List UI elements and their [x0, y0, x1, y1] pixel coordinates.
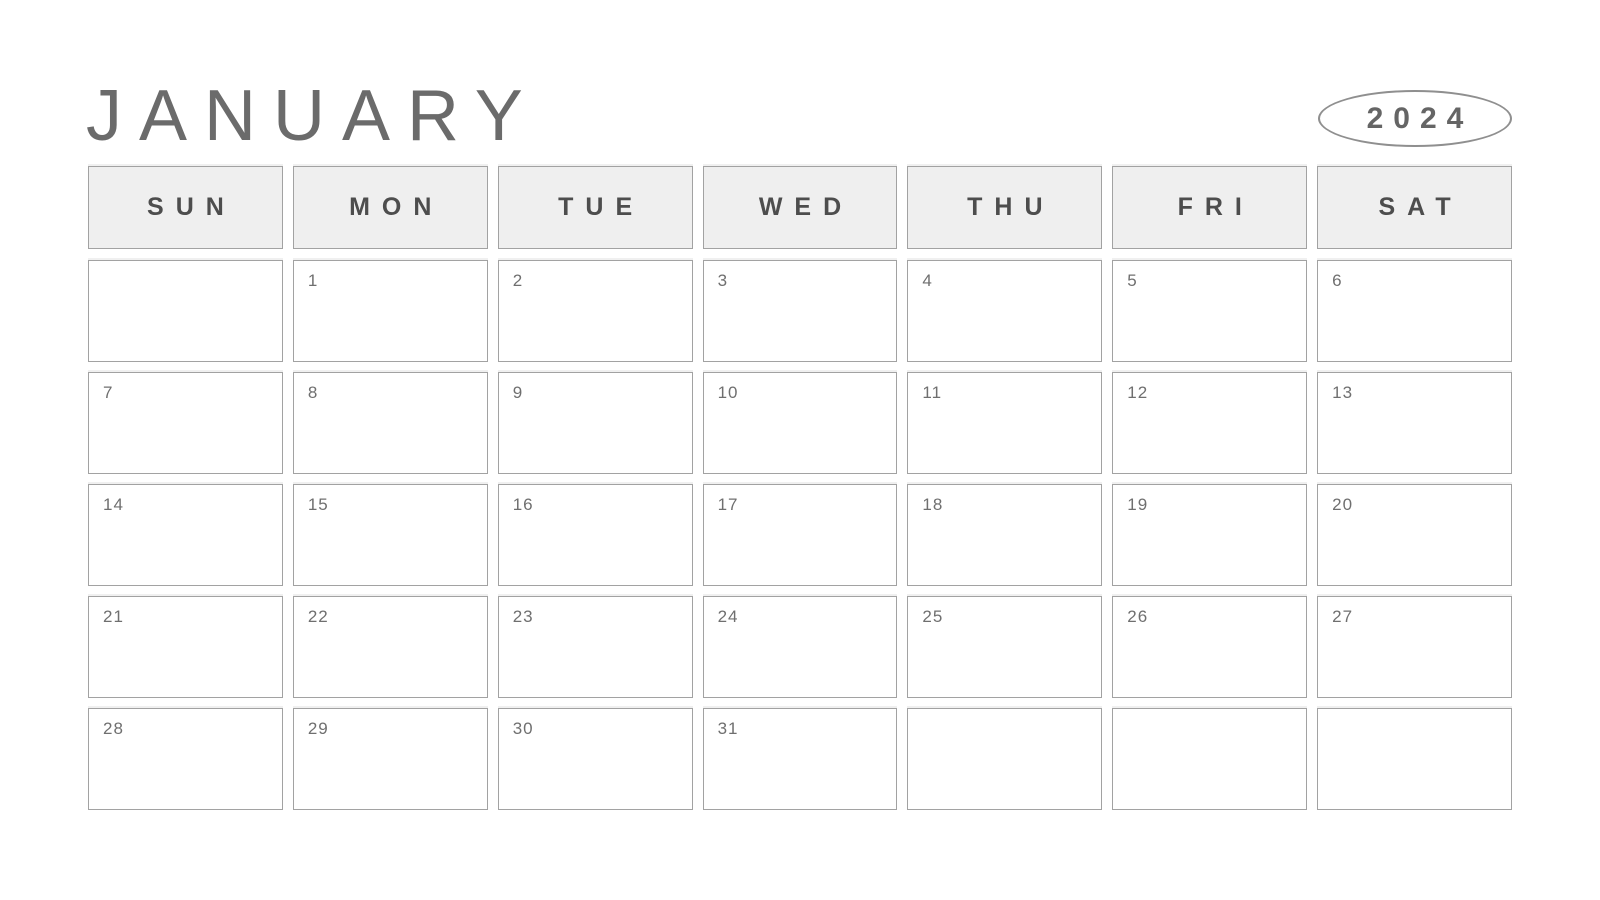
- day-number: 28: [103, 719, 124, 738]
- day-number: 21: [103, 607, 124, 626]
- day-cell: [1112, 484, 1307, 586]
- day-cell: [498, 596, 693, 698]
- month-title: JANUARY: [86, 76, 540, 156]
- day-cell: [88, 484, 283, 586]
- day-number: 13: [1332, 383, 1354, 402]
- day-cell: [907, 596, 1102, 698]
- day-cell: [498, 372, 693, 474]
- day-number: 26: [1127, 607, 1149, 626]
- day-cell: [907, 708, 1102, 810]
- day-number: 24: [717, 607, 739, 626]
- weekday-header-fri: FRI: [1112, 166, 1307, 249]
- day-number: 27: [1332, 607, 1354, 626]
- day-cell: [703, 260, 898, 362]
- day-cell: [498, 708, 693, 810]
- day-cell: [1112, 260, 1307, 362]
- day-cell: [1317, 596, 1512, 698]
- day-number: 31: [717, 719, 739, 738]
- weekday-header-sun: SUN: [88, 166, 283, 249]
- day-number: 22: [307, 607, 329, 626]
- day-number: 16: [512, 495, 534, 514]
- day-cell: [703, 708, 898, 810]
- weekday-header-row: [88, 166, 1512, 249]
- day-number: 25: [922, 607, 944, 626]
- day-cell: [293, 372, 488, 474]
- day-number: 23: [512, 607, 534, 626]
- day-cell: [1112, 596, 1307, 698]
- day-cell: [293, 596, 488, 698]
- weekday-header-mon: MON: [293, 166, 488, 249]
- calendar-grid: [88, 166, 1512, 810]
- day-number: 18: [922, 495, 944, 514]
- day-cell: [703, 596, 898, 698]
- day-cell: [88, 708, 283, 810]
- day-cell: [88, 372, 283, 474]
- day-number: 2: [512, 271, 524, 290]
- weekday-header-thu: THU: [907, 166, 1102, 249]
- day-cell: [88, 596, 283, 698]
- day-cell: [1317, 484, 1512, 586]
- day-cell: [88, 260, 283, 362]
- day-number: 7: [103, 383, 114, 402]
- day-number: 8: [307, 383, 319, 402]
- day-cell: [293, 484, 488, 586]
- day-cell: [907, 484, 1102, 586]
- day-number: 11: [922, 383, 943, 402]
- day-number: 6: [1332, 271, 1343, 290]
- day-cell: [907, 260, 1102, 362]
- day-number: 29: [307, 719, 329, 738]
- day-cell: [1317, 260, 1512, 362]
- day-number: 19: [1127, 495, 1149, 514]
- weekday-header-sat: SAT: [1317, 166, 1512, 249]
- day-number: 15: [307, 495, 329, 514]
- day-number: 20: [1332, 495, 1354, 514]
- day-cell: [703, 484, 898, 586]
- year-badge: [1318, 90, 1512, 147]
- day-number: 10: [717, 383, 739, 402]
- day-number: 3: [717, 271, 729, 290]
- day-cell: [1112, 708, 1307, 810]
- day-cell: [1317, 372, 1512, 474]
- day-number: 1: [307, 271, 319, 290]
- day-cell: [1317, 708, 1512, 810]
- day-number: 30: [512, 719, 534, 738]
- day-cell: [1112, 372, 1307, 474]
- day-cell: [498, 260, 693, 362]
- day-cell: [498, 484, 693, 586]
- day-number: 9: [512, 383, 524, 402]
- day-cell: [293, 260, 488, 362]
- year-label: 2024: [1366, 101, 1474, 135]
- weekday-header-wed: WED: [703, 166, 898, 249]
- day-number: 14: [103, 495, 124, 514]
- day-number: 17: [717, 495, 739, 514]
- days-grid: [88, 260, 1512, 810]
- day-cell: [703, 372, 898, 474]
- day-number: 5: [1127, 271, 1138, 290]
- day-number: 12: [1127, 383, 1149, 402]
- day-cell: [907, 372, 1102, 474]
- weekday-header-tue: TUE: [498, 166, 693, 249]
- day-cell: [293, 708, 488, 810]
- day-number: 4: [922, 271, 933, 290]
